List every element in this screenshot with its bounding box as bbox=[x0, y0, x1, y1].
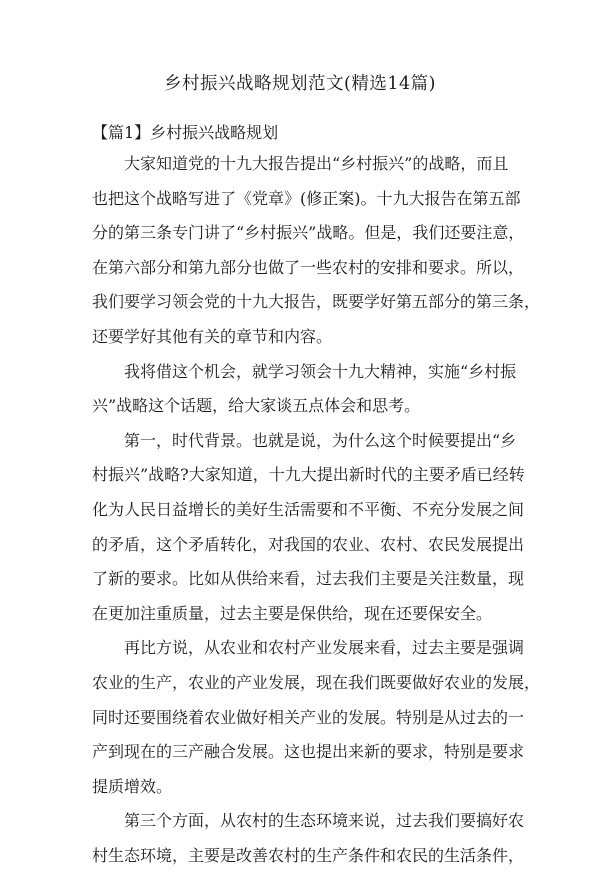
text-line: 第三个方面，从农村的生态环境来说，过去我们要搞好农 bbox=[124, 811, 525, 831]
text-line: 村振兴”战略?大家知道，十九大提出新时代的主要矛盾已经转 bbox=[92, 465, 525, 485]
text-line: 第一，时代背景。也就是说，为什么这个时候要提出“乡 bbox=[124, 430, 517, 450]
text-line: 在第六部分和第九部分也做了一些农村的安排和要求。所以， bbox=[92, 257, 525, 277]
text-line: 也把这个战略写进了《党章》(修正案)。十九大报告在第五部 bbox=[92, 188, 521, 208]
text-line: 产到现在的三产融合发展。这也提出来新的要求，特别是要求 bbox=[92, 742, 525, 762]
text-line: 了新的要求。比如从供给来看，过去我们主要是关注数量，现 bbox=[92, 569, 525, 589]
text-line: 同时还要围绕着农业做好相关产业的发展。特别是从过去的一 bbox=[92, 707, 525, 727]
text-line: 在更加注重质量，过去主要是保供给，现在还要保安全。 bbox=[92, 603, 493, 623]
text-line: 我们要学习领会党的十九大报告，既要学好第五部分的第三条， bbox=[92, 292, 541, 312]
document-body bbox=[92, 147, 541, 873]
text-line: 分的第三条专门讲了“乡村振兴”战略。但是，我们还要注意， bbox=[92, 223, 525, 243]
text-line: 兴”战略这个话题，给大家谈五点体会和思考。 bbox=[92, 396, 421, 416]
text-line: 我将借这个机会，就学习领会十九大精神，实施“乡村振 bbox=[124, 361, 517, 381]
text-line: 农业的生产，农业的产业发展，现在我们既要做好农业的发展， bbox=[92, 672, 541, 692]
text-line: 提质增效。 bbox=[92, 776, 173, 796]
document-title: 乡村振兴战略规划范文(精选14篇) bbox=[164, 74, 436, 94]
text-line: 村生态环境，主要是改善农村的生产条件和农民的生活条件， bbox=[92, 845, 525, 865]
text-line: 的矛盾，这个矛盾转化，对我国的农业、农村、农民发展提出 bbox=[92, 534, 525, 554]
section-heading: 【篇1】乡村振兴战略规划 bbox=[92, 123, 279, 142]
text-line: 再比方说，从农业和农村产业发展来看，过去主要是强调 bbox=[124, 638, 525, 658]
text-line: 大家知道党的十九大报告提出“乡村振兴”的战略，而且 bbox=[124, 154, 509, 173]
text-line: 化为人民日益增长的美好生活需要和不平衡、不充分发展之间 bbox=[92, 499, 525, 519]
text-line: 还要学好其他有关的章节和内容。 bbox=[92, 326, 333, 346]
